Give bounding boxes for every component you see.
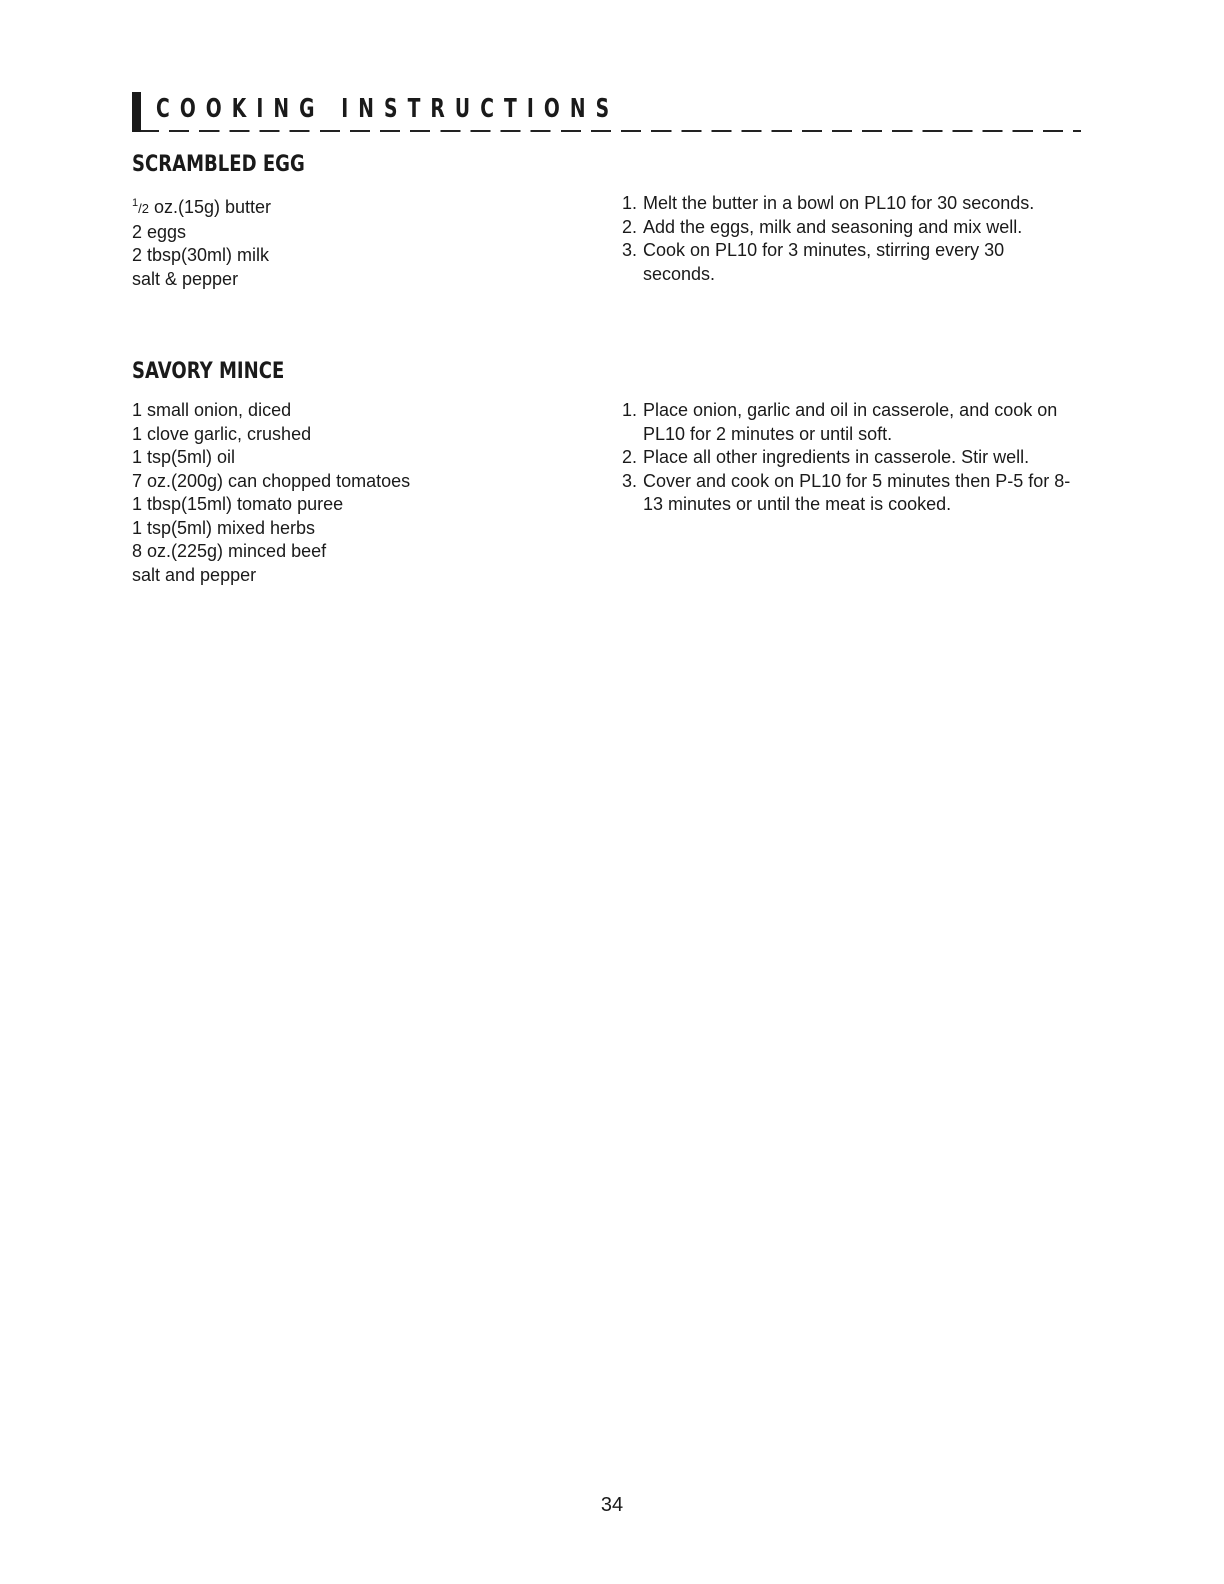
step-number: 2.	[622, 216, 638, 237]
step-text: Place all other ingredients in casserole. Stir well.	[643, 447, 1030, 467]
header-accent-bar	[132, 92, 141, 132]
step-number: 2.	[622, 447, 638, 467]
ingredient-item	[132, 192, 592, 221]
recipe-scrambled-egg	[132, 152, 1082, 289]
step-number: 1.	[622, 193, 638, 213]
ingredient-list	[132, 399, 592, 587]
fraction-numerator: 1	[132, 197, 139, 209]
header-dashed-rule	[141, 130, 1081, 132]
step-item	[622, 216, 1082, 240]
recipe-title: SCRAMBLED EGG	[132, 152, 305, 177]
ingredient-item: 1 tsp(5ml) oil	[132, 447, 236, 467]
ingredient-item: 1 clove garlic, crushed	[132, 423, 312, 444]
ingredient-item: salt & pepper	[132, 268, 239, 289]
step-text: Cook on PL10 for 3 minutes, stirring every 30 seconds.	[643, 240, 1005, 284]
page-header	[132, 92, 1082, 136]
recipe-savory-mince	[132, 359, 1082, 585]
step-number: 1.	[622, 400, 638, 420]
ingredient-item: 1 tbsp(15ml) tomato puree	[132, 494, 344, 514]
step-text: Add the eggs, milk and seasoning and mix well.	[643, 216, 1023, 237]
ingredient-text: oz.(15g) butter	[148, 197, 272, 217]
page-title: COOKING INSTRUCTIONS	[156, 94, 620, 124]
step-text: Melt the butter in a bowl on PL10 for 30 seconds.	[643, 193, 1035, 213]
step-list	[622, 192, 1082, 286]
step-item	[622, 192, 1082, 216]
ingredient-item: 7 oz.(200g) can chopped tomatoes	[132, 470, 411, 491]
ingredient-item: 2 eggs	[132, 221, 187, 242]
recipe-title: SAVORY MINCE	[132, 359, 285, 384]
step-item	[622, 399, 1082, 446]
step-text: Cover and cook on PL10 for 5 minutes then P-5 for 8-13 minutes or until the meat is cooked.	[643, 470, 1071, 514]
step-number: 3.	[622, 470, 638, 491]
ingredient-item: 1 small onion, diced	[132, 400, 292, 420]
step-number: 3.	[622, 240, 638, 260]
step-list	[622, 399, 1082, 517]
page-number: 34	[600, 1494, 624, 1516]
step-text: Place onion, garlic and oil in casserole, and cook on PL10 for 2 minutes or until soft.	[643, 400, 1058, 444]
step-item	[622, 446, 1082, 470]
ingredient-item: 8 oz.(225g) minced beef	[132, 541, 327, 561]
step-item	[622, 470, 1082, 517]
ingredient-item: 2 tbsp(30ml) milk	[132, 245, 270, 265]
step-item	[622, 239, 1082, 286]
fraction-denominator: /2	[138, 201, 149, 216]
ingredient-item: 1 tsp(5ml) mixed herbs	[132, 517, 316, 538]
ingredient-item: salt and pepper	[132, 564, 257, 585]
ingredient-list	[132, 192, 592, 291]
